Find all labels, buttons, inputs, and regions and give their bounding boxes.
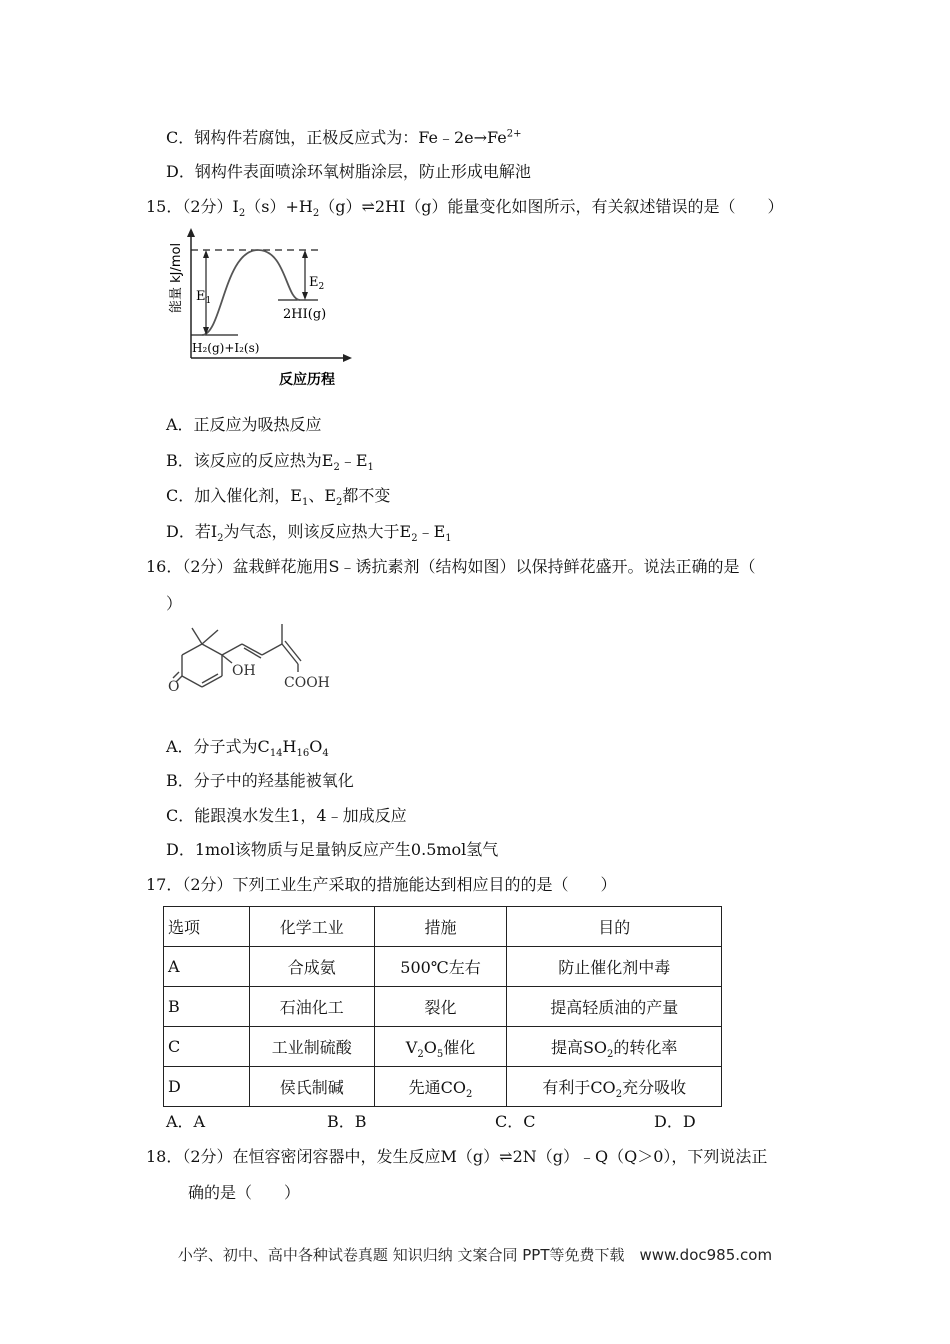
- table-cell: 500℃左右: [374, 947, 507, 987]
- table-cell: A: [164, 947, 250, 987]
- table-cell: 工业制硫酸: [249, 1027, 374, 1067]
- table-cell: 合成氨: [249, 947, 374, 987]
- option-c-top: C．钢构件若腐蚀，正极反应式为：$Fe﹣2e\to Fe^{2+}$: [166, 128, 522, 147]
- q15-option-c: C．加入催化剂，$E_1$、$E_2$都不变: [166, 486, 391, 509]
- q16-option-a: A．分子式为$C_{14}H_{16}O_4$: [166, 737, 329, 760]
- e1-label: $E_1$: [196, 289, 212, 306]
- table-cell: B: [164, 987, 250, 1027]
- header-cell: 措施: [374, 907, 507, 947]
- q16-option-b: B．分子中的羟基能被氧化: [166, 771, 354, 790]
- header-cell: 目的: [507, 907, 722, 947]
- q17-table: [163, 906, 722, 1107]
- table-row: [164, 987, 722, 1027]
- reactant-label: H₂(g)+I₂(s): [192, 341, 260, 355]
- product-label: 2HI(g): [283, 307, 327, 322]
- table-cell: 裂化: [374, 987, 507, 1027]
- table-cell: 防止催化剂中毒: [507, 947, 722, 987]
- table-cell: 提高轻质油的产量: [507, 987, 722, 1027]
- table-cell: 有利于$CO_2$充分吸收: [507, 1067, 722, 1107]
- table-cell: $V_2O_5$催化: [374, 1027, 507, 1067]
- question-18-stem: 18．（2分）在恒容密闭容器中，发生反应M（g）⇌2N（g）﹣Q（Q＞0），下列说法正: [146, 1147, 768, 1166]
- option-d-top: D．钢构件表面喷涂环氧树脂涂层，防止形成电解池: [166, 162, 531, 181]
- energy-diagram: [166, 228, 362, 390]
- table-row: [164, 1067, 722, 1107]
- q17-answer-c: C．C: [495, 1112, 536, 1131]
- q16-option-c: C．能跟溴水发生1，4﹣加成反应: [166, 806, 407, 825]
- carbonyl-o: O: [168, 679, 180, 695]
- y-axis-label: 能量 kJ/mol: [169, 242, 184, 313]
- table-header-row: [164, 907, 722, 947]
- table-cell: 先通$CO_2$: [374, 1067, 507, 1107]
- q17-answer-a: A．A: [166, 1112, 206, 1131]
- question-16-stem: 16．（2分）盆栽鲜花施用S﹣诱抗素剂（结构如图）以保持鲜花盛开。说法正确的是（: [146, 557, 756, 576]
- table-cell: D: [164, 1067, 250, 1107]
- table-row: [164, 947, 722, 987]
- q15-option-a: A．正反应为吸热反应: [166, 415, 322, 434]
- cooh-label: COOH: [284, 675, 330, 691]
- header-cell: 化学工业: [249, 907, 374, 947]
- table-cell: 石油化工: [249, 987, 374, 1027]
- x-axis-label: 反应历程: [279, 372, 335, 388]
- question-15-stem: 15．（2分）$I_2(s)+H_2(g)\rightleftharpoons 2HI(g)$能量变化如图所示，有关叙述错误的是（ ）: [146, 197, 784, 220]
- table-cell: C: [164, 1027, 250, 1067]
- header-cell: 选项: [164, 907, 250, 947]
- q17-answer-d: D．D: [654, 1112, 696, 1131]
- table-cell: 提高$SO_2$的转化率: [507, 1027, 722, 1067]
- molecule-structure: [166, 620, 346, 700]
- page-footer: 小学、初中、高中各种试卷真题 知识归纳 文案合同 PPT等免费下载 www.doc985.com: [177, 1246, 773, 1264]
- q15-option-b: B．该反应的反应热为$E_2﹣E_1$: [166, 451, 374, 474]
- question-17-stem: 17．（2分）下列工业生产采取的措施能达到相应目的的是（ ）: [146, 875, 617, 894]
- q17-answer-b: B．B: [327, 1112, 367, 1131]
- question-16-close: ）: [166, 594, 183, 613]
- table-cell: 侯氏制碱: [249, 1067, 374, 1107]
- q15-option-d: D．若$I_2$为气态，则该反应热大于$E_2﹣E_1$: [166, 522, 452, 545]
- e2-label: $E_2$: [309, 275, 325, 292]
- question-18-stem-cont: 确的是（ ）: [188, 1183, 301, 1202]
- q16-option-d: D．1mol该物质与足量钠反应产生0.5mol氢气: [166, 840, 499, 859]
- oh-label: OH: [232, 663, 256, 679]
- table-row: [164, 1027, 722, 1067]
